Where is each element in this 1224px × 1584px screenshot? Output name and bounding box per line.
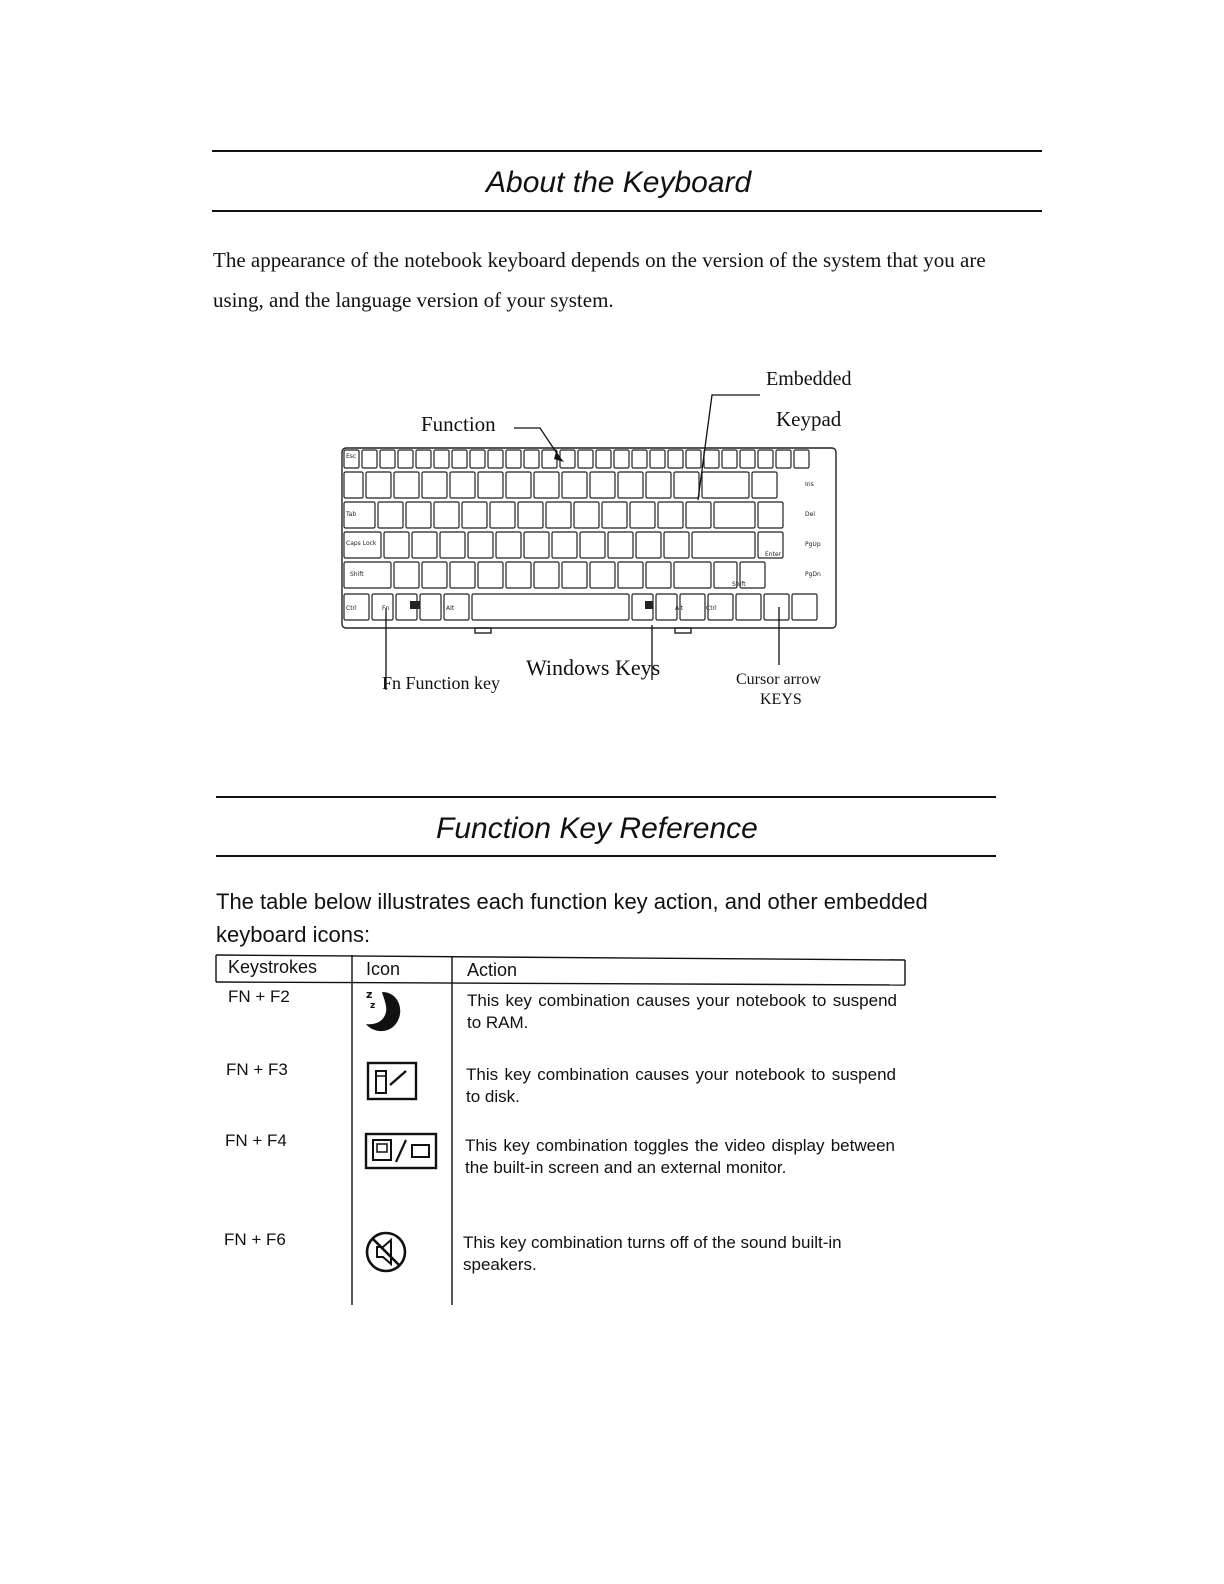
key-enter-label: Enter [765, 551, 782, 558]
key-shift-left-label: Shift [350, 571, 364, 578]
row-fn-f3-action: This key combination causes your notebook to suspend to disk. [466, 1065, 896, 1106]
key-esc-label: Esc [346, 453, 357, 460]
key-del-label: Del [805, 511, 815, 518]
label-keypad: Keypad [776, 407, 842, 431]
key-shift-right-label: Shift [732, 581, 746, 588]
key-ctrl-left-label: Ctrl [346, 605, 357, 612]
key-fn-label: Fn [382, 605, 390, 612]
row-fn-f4-action: This key combination toggles the video display between the built-in screen and an external monitor. [465, 1136, 895, 1177]
row-fn-f4-keystroke: FN + F4 [225, 1131, 287, 1150]
svg-text:z: z [366, 988, 373, 1001]
display-toggle-icon [364, 1132, 438, 1172]
key-alt-left-label: Alt [446, 605, 455, 612]
row-fn-f2-action: This key combination causes your notebook to suspend to RAM. [467, 991, 897, 1032]
section-title-function-keys: Function Key Reference [436, 812, 758, 845]
keyboard-intro-paragraph: The appearance of the notebook keyboard depends on the version of the system that you are using, and the language version of your system. [213, 248, 986, 312]
header-keystrokes: Keystrokes [228, 957, 318, 977]
header-action: Action [467, 960, 518, 980]
label-keys: KEYS [760, 691, 802, 708]
section-title-keyboard: About the Keyboard [486, 166, 752, 199]
key-alt-right-label: Alt [675, 605, 684, 612]
label-function: Function [421, 412, 496, 436]
label-fn-function-key: Fn Function key [382, 673, 501, 693]
sleep-moon-icon [362, 984, 410, 1036]
key-caps-label: Caps Lock [346, 540, 377, 547]
row-fn-f2-keystroke: FN + F2 [228, 987, 290, 1006]
key-tab-label: Tab [346, 511, 357, 518]
mute-speaker-icon [364, 1230, 408, 1274]
header-icon: Icon [366, 959, 401, 979]
key-ctrl-right-label: Ctrl [706, 605, 717, 612]
key-pgup-label: PgUp [805, 541, 821, 548]
row-fn-f6-action: This key combination turns off of the sound built-in speakers. [463, 1233, 842, 1274]
key-pgdn-label: PgDn [805, 571, 821, 578]
label-windows-keys: Windows Keys [526, 655, 661, 680]
label-embedded: Embedded [766, 368, 852, 390]
function-key-intro-paragraph: The table below illustrates each function key action, and other embedded keyboard icons: [216, 889, 928, 947]
label-cursor-arrow: Cursor arrow [736, 671, 821, 688]
row-fn-f3-keystroke: FN + F3 [226, 1060, 288, 1079]
key-ins-label: Ins [805, 481, 814, 488]
suspend-disk-icon [366, 1061, 420, 1103]
row-fn-f6-keystroke: FN + F6 [224, 1230, 286, 1249]
svg-text:z: z [370, 1001, 376, 1011]
